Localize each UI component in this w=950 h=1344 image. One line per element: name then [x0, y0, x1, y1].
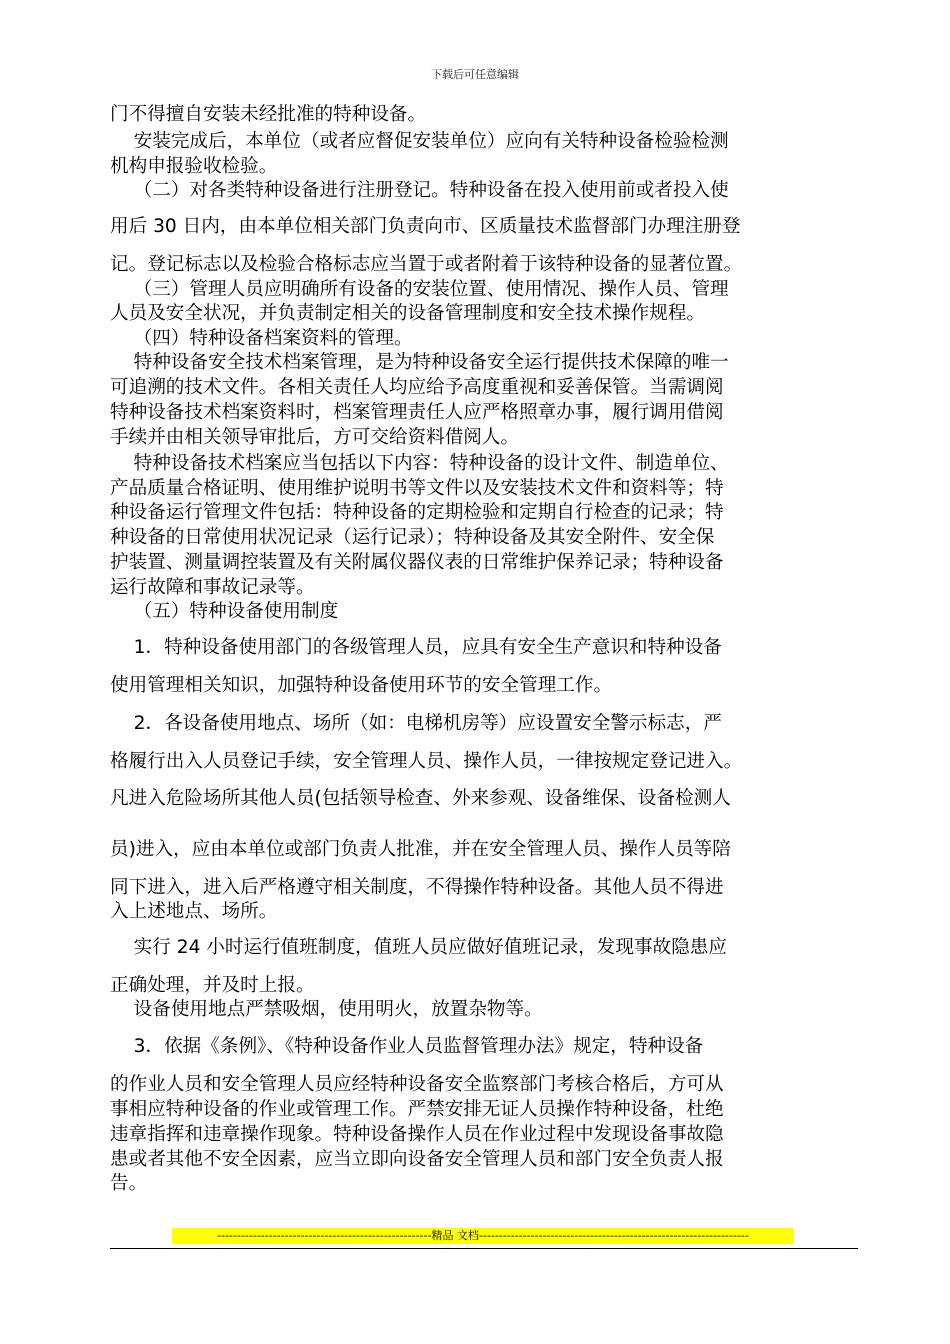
page-header-note: 下载后可任意编辑: [431, 68, 519, 81]
text-line: 入上述地点、场所。: [110, 901, 278, 922]
text-line: 特种设备技术档案应当包括以下内容：特种设备的设计文件、制造单位、: [110, 453, 729, 474]
text-line: （四）特种设备档案资料的管理。: [110, 328, 413, 349]
text-line: 可追溯的技术文件。各相关责任人均应给予高度重视和妥善保管。当需调阅: [110, 377, 724, 398]
text-line: 门不得擅自安装未经批准的特种设备。: [110, 104, 427, 125]
text-line: 正确处理，并及时上报。: [110, 975, 315, 996]
footer-divider: [110, 1248, 858, 1249]
text-line: 事相应特种设备的作业或管理工作。严禁安排无证人员操作特种设备，杜绝: [110, 1099, 724, 1120]
text-line: 告。: [110, 1173, 148, 1194]
text-line: （三）管理人员应明确所有设备的安装位置、使用情况、操作人员、管理: [110, 279, 729, 300]
text-line: 使用管理相关知识，加强特种设备使用环节的安全管理工作。: [110, 675, 613, 696]
text-line: 记。登记标志以及检验合格标志应当置于或者附着于该特种设备的显著位置。: [110, 254, 743, 275]
text-line: 格履行出入人员登记手续，安全管理人员、操作人员，一律按规定登记进入。: [110, 751, 743, 772]
footer-watermark: ------------------------------------------------------精品 文档--------------------------------------------------------------------: [172, 1228, 794, 1244]
text-line: 凡进入危险场所其他人员(包括领导检查、外来参观、设备维保、设备检测人: [110, 788, 731, 809]
text-line: 员)进入，应由本单位或部门负责人批准，并在安全管理人员、操作人员等陪: [110, 839, 731, 860]
text-line: 种设备的日常使用状况记录（运行记录）；特种设备及其安全附件、安全保: [110, 527, 715, 548]
text-line: 特种设备安全技术档案管理，是为特种设备安全运行提供技术保障的唯一: [110, 352, 729, 373]
text-line: 设备使用地点严禁吸烟，使用明火，放置杂物等。: [110, 999, 543, 1020]
text-line: 机构申报验收检验。: [110, 156, 278, 177]
text-line: 产品质量合格证明、使用维护说明书等文件以及安装技术文件和资料等；特: [110, 478, 724, 499]
text-line: 的作业人员和安全管理人员应经特种设备安全监察部门考核合格后，方可从: [110, 1074, 724, 1095]
text-line: 种设备运行管理文件包括：特种设备的定期检验和定期自行检查的记录；特: [110, 502, 724, 523]
text-line: 2．各设备使用地点、场所（如：电梯机房等）应设置安全警示标志，严: [110, 713, 722, 734]
text-line: （二）对各类特种设备进行注册登记。特种设备在投入使用前或者投入使: [110, 180, 729, 201]
text-line: 用后 30 日内，由本单位相关部门负责向市、区质量技术监督部门办理注册登: [110, 216, 741, 237]
text-line: 1．特种设备使用部门的各级管理人员，应具有安全生产意识和特种设备: [110, 637, 722, 658]
text-line: 3．依据《条例》、《特种设备作业人员监督管理办法》规定，特种设备: [110, 1036, 704, 1057]
text-line: 安装完成后，本单位（或者应督促安装单位）应向有关特种设备检验检测: [110, 131, 729, 152]
text-line: 患或者其他不安全因素，应当立即向设备安全管理人员和部门安全负责人报: [110, 1149, 724, 1170]
text-line: 特种设备技术档案资料时，档案管理责任人应严格照章办事，履行调用借阅: [110, 402, 724, 423]
text-line: 人员及安全状况，并负责制定相关的设备管理制度和安全技术操作规程。: [110, 303, 706, 324]
text-line: 违章指挥和违章操作现象。特种设备操作人员在作业过程中发现设备事故隐: [110, 1124, 724, 1145]
text-line: 同下进入，进入后严格遵守相关制度，不得操作特种设备。其他人员不得进: [110, 877, 724, 898]
text-line: 护装置、测量调控装置及有关附属仪器仪表的日常维护保养记录；特种设备: [110, 552, 724, 573]
text-line: （五）特种设备使用制度: [110, 601, 339, 622]
text-line: 运行故障和事故记录等。: [110, 577, 315, 598]
text-line: 实行 24 小时运行值班制度，值班人员应做好值班记录，发现事故隐患应: [110, 937, 727, 958]
text-line: 手续并由相关领导审批后，方可交给资料借阅人。: [110, 427, 520, 448]
